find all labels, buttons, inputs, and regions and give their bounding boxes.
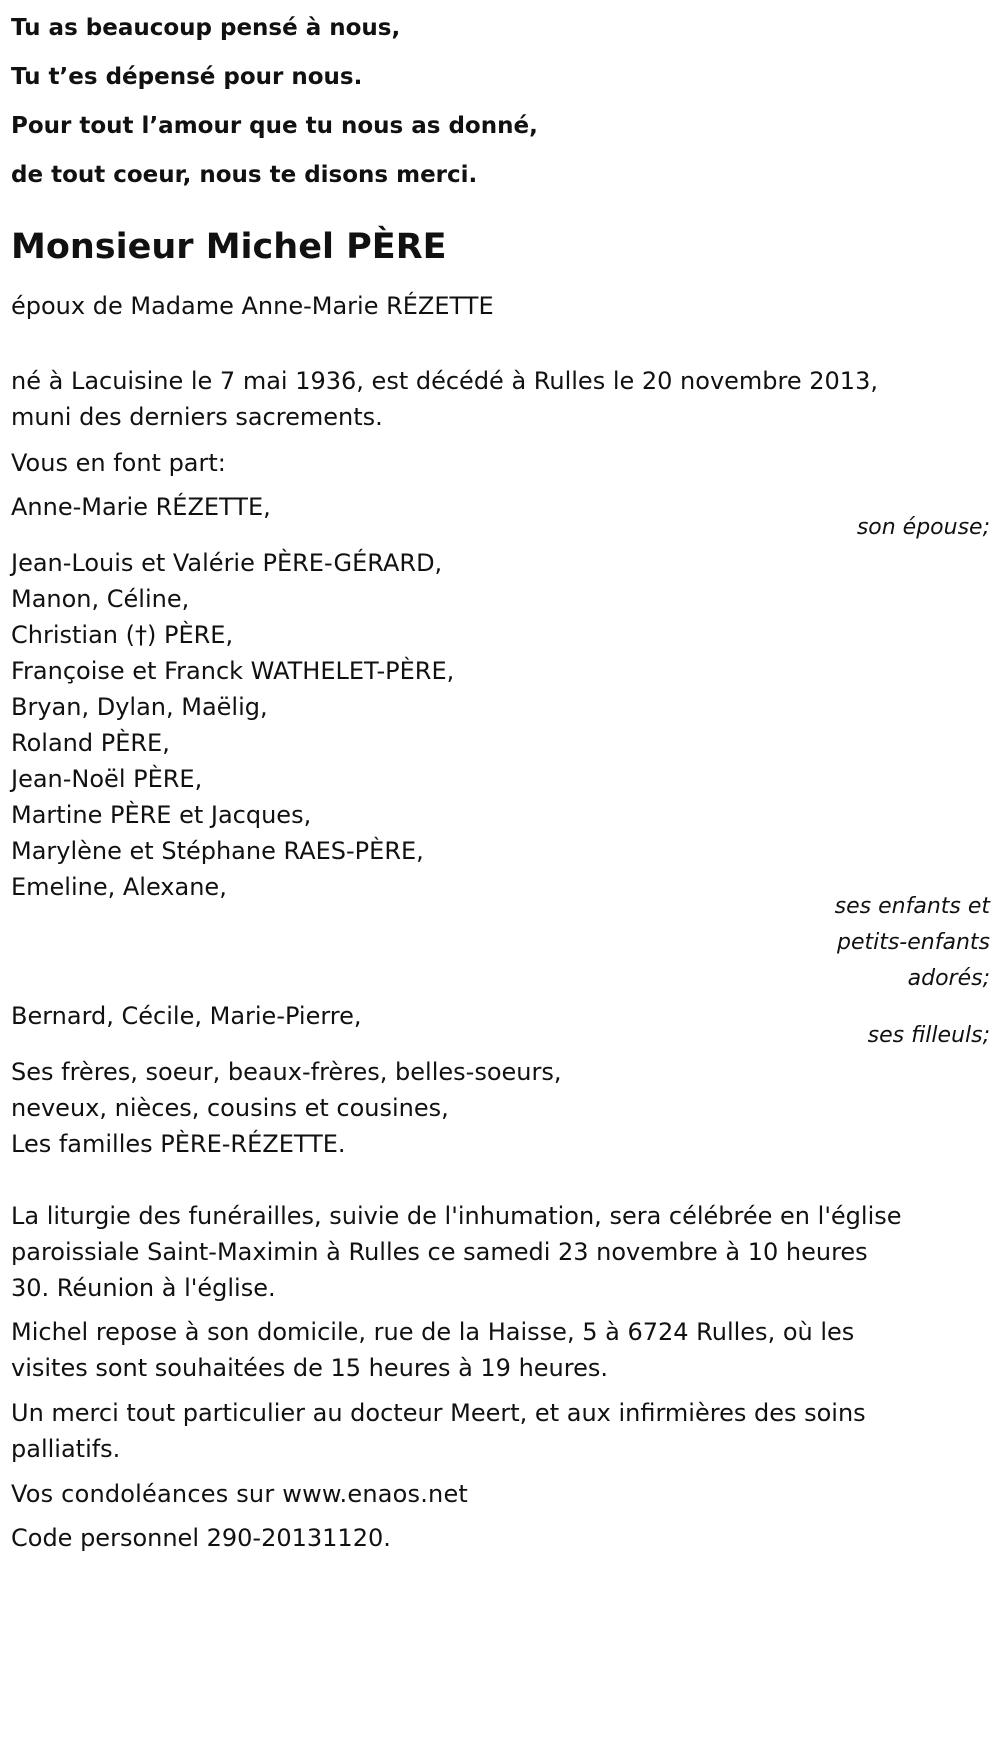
birth-death-line: muni des derniers sacrements. <box>11 403 383 431</box>
relation-label: petits-enfants <box>836 930 990 955</box>
poem-line: Pour tout l’amour que tu nous as donné, <box>11 113 538 139</box>
thanks-line: palliatifs. <box>11 1435 121 1463</box>
thanks-line: Un merci tout particulier au docteur Meert, et aux infirmières des soins <box>11 1399 866 1427</box>
mourner-name: Manon, Céline, <box>11 585 190 613</box>
relation-label: son épouse; <box>856 515 990 540</box>
mourner-name: Roland PÈRE, <box>11 729 170 757</box>
poem-line: Tu t’es dépensé pour nous. <box>11 64 363 90</box>
funeral-line: La liturgie des funérailles, suivie de l'inhumation, sera célébrée en l'église <box>11 1202 902 1230</box>
mourner-name: Christian (†) PÈRE, <box>11 621 234 649</box>
mourner-name: Jean-Noël PÈRE, <box>11 765 203 793</box>
mourner-name: Martine PÈRE et Jacques, <box>11 801 312 829</box>
deceased-name: Monsieur Michel PÈRE <box>11 227 447 267</box>
mourner-name: Bernard, Cécile, Marie-Pierre, <box>11 1002 362 1030</box>
mourner-name: Anne-Marie RÉZETTE, <box>11 493 271 521</box>
poem-line: de tout coeur, nous te disons merci. <box>11 162 478 188</box>
funeral-line: paroissiale Saint-Maximin à Rulles ce samedi 23 novembre à 10 heures <box>11 1238 868 1266</box>
birth-death-line: né à Lacuisine le 7 mai 1936, est décédé à Rulles le 20 novembre 2013, <box>11 367 878 395</box>
relation-label: adorés; <box>907 966 990 991</box>
mourner-name: Françoise et Franck WATHELET-PÈRE, <box>11 657 455 685</box>
visits-line: visites sont souhaitées de 15 heures à 19 heures. <box>11 1354 608 1382</box>
family-line: neveux, nièces, cousins et cousines, <box>11 1094 449 1122</box>
spouse-line: époux de Madame Anne-Marie RÉZETTE <box>11 292 494 320</box>
family-line: Les familles PÈRE-RÉZETTE. <box>11 1130 346 1158</box>
mourner-name: Bryan, Dylan, Maëlig, <box>11 693 268 721</box>
mourner-name: Jean-Louis et Valérie PÈRE-GÉRARD, <box>11 549 443 577</box>
announce-line: Vous en font part: <box>11 449 226 477</box>
poem <box>11 4 538 200</box>
condolences-line: Vos condoléances sur www.enaos.net <box>11 1480 469 1508</box>
relation-label: ses filleuls; <box>867 1023 990 1048</box>
family-line: Ses frères, soeur, beaux-frères, belles-soeurs, <box>11 1058 562 1086</box>
mourner-name: Marylène et Stéphane RAES-PÈRE, <box>11 837 424 865</box>
visits-line: Michel repose à son domicile, rue de la Haisse, 5 à 6724 Rulles, où les <box>11 1318 855 1346</box>
relation-label: ses enfants et <box>834 894 990 919</box>
personal-code: Code personnel 290-20131120. <box>11 1524 391 1552</box>
funeral-line: 30. Réunion à l'église. <box>11 1274 276 1302</box>
poem-line: Tu as beaucoup pensé à nous, <box>11 15 401 41</box>
mourner-name: Emeline, Alexane, <box>11 873 227 901</box>
